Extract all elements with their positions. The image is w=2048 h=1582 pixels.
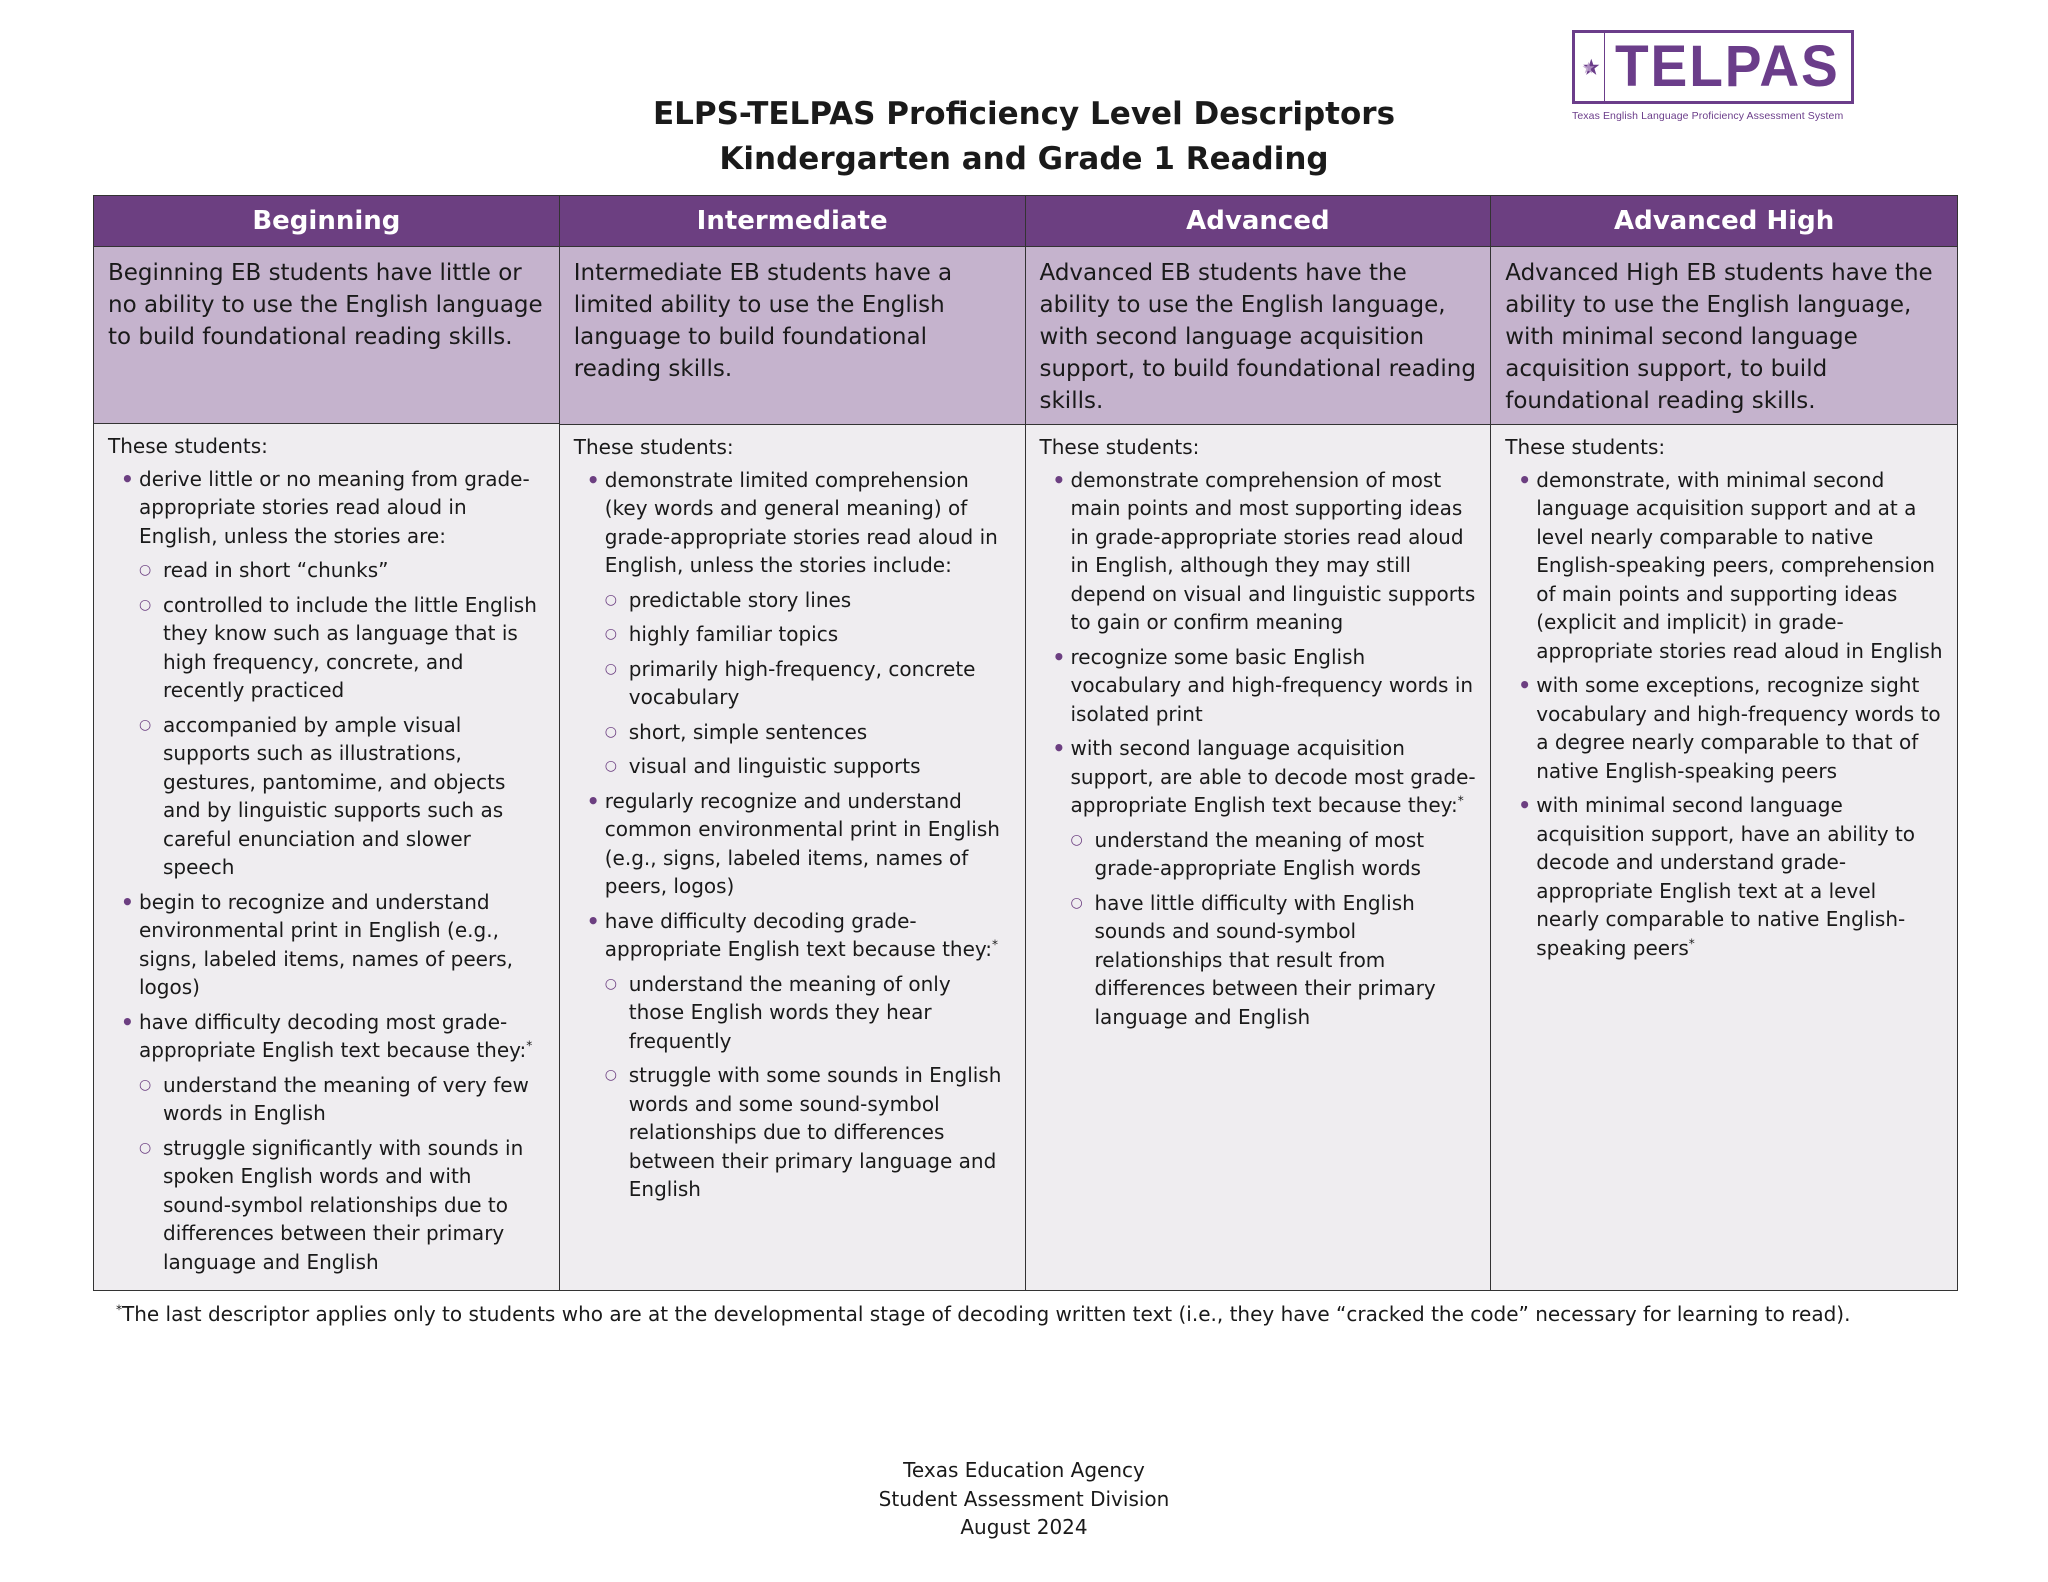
- list-item: [1522, 671, 1943, 785]
- sub-list-item: ○ understand the meaning of most grade-appropriate English words: [1095, 826, 1477, 883]
- sub-list-item: ○ struggle with some sounds in English words and some sound-symbol relationships due to differences between their primary language and English: [629, 1061, 1011, 1204]
- list-item-text: begin to recognize and understand environmental print in English (e.g., signs, labeled items, names of peers, logos): [139, 889, 513, 999]
- list-item-text: demonstrate, with minimal second language acquisition support and at a level nearly comparable to native English-speaking peers, comprehension of main points and supporting ideas (explicit and implicit) in grade-appropriate stories read aloud in English: [1536, 467, 1943, 663]
- level-description: Advanced EB students have the ability to use the English language, with second language acquisition support, to build foundational reading skills.: [1026, 247, 1491, 425]
- footnote-mark: *: [116, 1302, 122, 1317]
- list-intro: These students:: [573, 435, 734, 459]
- list-item: [125, 465, 545, 882]
- logo-wordmark: TELPAS: [1614, 34, 1840, 99]
- bullet-list: [1505, 466, 1943, 963]
- list-item-text: with second language acquisition support, are able to decode most grade-appropriate English text because they:: [1070, 736, 1476, 817]
- column-intermediate: [560, 196, 1026, 1290]
- footnote-text: The last descriptor applies only to students who are at the developmental stage of decoding written text (i.e., they have “cracked the code” necessary for learning to read).: [122, 1302, 1851, 1326]
- column-heading: Beginning: [94, 196, 559, 247]
- sub-list-item: ○ understand the meaning of very few words in English: [163, 1071, 545, 1128]
- page-title: [0, 92, 2048, 182]
- descriptor-list: [1491, 425, 1957, 1290]
- list-item-text: demonstrate comprehension of most main points and most supporting ideas in grade-appropriate stories read aloud in English, although they may still depend on visual and linguistic supports to gain or confirm meaning: [1070, 467, 1476, 634]
- footnote-ref: *: [1688, 935, 1695, 950]
- sub-list: [1071, 826, 1477, 1032]
- sub-list-item: ○ controlled to include the little English they know such as language that is high frequency, concrete, and recently practiced: [163, 591, 545, 705]
- star-icon: [1581, 33, 1600, 101]
- footer-date: August 2024: [960, 1515, 1088, 1539]
- column-beginning: [94, 196, 560, 1290]
- list-item: [125, 888, 545, 1002]
- list-item: [125, 1008, 545, 1277]
- descriptor-list: [94, 424, 559, 1290]
- list-intro: These students:: [1505, 435, 1666, 459]
- list-item-text: derive little or no meaning from grade-appropriate stories read aloud in English, unless the stories are:: [139, 466, 530, 548]
- column-heading: Advanced: [1026, 196, 1491, 247]
- list-item: [591, 466, 1011, 781]
- bullet-list: [574, 466, 1011, 1204]
- sub-list-item: ○ read in short “chunks”: [163, 556, 545, 585]
- sub-list-item: ○ highly familiar topics: [629, 620, 1011, 649]
- level-description: Intermediate EB students have a limited ability to use the English language to build foundational reading skills.: [560, 247, 1025, 425]
- list-item-text: regularly recognize and understand common environmental print in English (e.g., signs, labeled items, names of peers, logos): [604, 788, 1000, 898]
- footnote-ref: *: [526, 1038, 533, 1053]
- level-description: Advanced High EB students have the ability to use the English language, with minimal second language acquisition support, to build foundational reading skills.: [1491, 247, 1957, 425]
- sub-list-item: ○ visual and linguistic supports: [629, 752, 1011, 781]
- sub-list: [605, 970, 1011, 1204]
- column-heading: Advanced High: [1491, 196, 1957, 247]
- footer-division: Student Assessment Division: [878, 1486, 1170, 1511]
- list-item-text: demonstrate limited comprehension (key words and general meaning) of grade-appropriate stories read aloud in English, unless the stories include:: [604, 467, 998, 577]
- bullet-list: [108, 465, 545, 1277]
- list-item-text: with minimal second language acquisition support, have an ability to decode and understand grade-appropriate English text at a level nearly comparable to native English-speaking peers: [1536, 793, 1916, 960]
- list-intro: These students:: [108, 434, 268, 458]
- list-item-text: have difficulty decoding most grade-appropriate English text because they:: [139, 1009, 527, 1062]
- sub-list-item: ○ have little difficulty with English sounds and sound-symbol relationships that result from differences between their primary language and English: [1095, 889, 1477, 1032]
- title-line-1: ELPS-TELPAS Proficiency Level Descriptors: [652, 96, 1396, 132]
- sub-list-item: ○ understand the meaning of only those English words they hear frequently: [629, 970, 1011, 1056]
- column-heading: Intermediate: [560, 196, 1025, 247]
- footnote-ref: *: [1457, 793, 1464, 808]
- sub-list-item: ○ struggle significantly with sounds in spoken English words and with sound-symbol relationships due to differences between their primary language and English: [163, 1134, 545, 1277]
- column-advanced-high: [1491, 196, 1957, 1290]
- level-description: Beginning EB students have little or no ability to use the English language to build foundational reading skills.: [94, 247, 559, 424]
- list-item: [1522, 791, 1943, 962]
- list-item: [1522, 466, 1943, 666]
- list-item-text: recognize some basic English vocabulary and high-frequency words in isolated print: [1070, 644, 1474, 726]
- footnote: [116, 1300, 1850, 1328]
- list-item: [1057, 643, 1477, 729]
- sub-list: [139, 1071, 545, 1277]
- list-intro: These students:: [1039, 435, 1200, 459]
- title-line-2: Kindergarten and Grade 1 Reading: [719, 141, 1329, 177]
- page-footer: [0, 1456, 2048, 1542]
- list-item: [1057, 466, 1477, 637]
- sub-list-item: ○ primarily high-frequency, concrete vocabulary: [629, 655, 1011, 712]
- list-item: [1057, 734, 1477, 1031]
- footer-agency: Texas Education Agency: [903, 1458, 1145, 1482]
- list-item-text: have difficulty decoding grade-appropriate English text because they:: [604, 908, 993, 961]
- list-item-text: with some exceptions, recognize sight vocabulary and high-frequency words to a degree nearly comparable to that of native English-speaking peers: [1536, 673, 1941, 783]
- sub-list-item: ○ predictable story lines: [629, 586, 1011, 615]
- footnote-ref: *: [992, 937, 999, 952]
- sub-list-item: ○ short, simple sentences: [629, 718, 1011, 747]
- sub-list: [605, 586, 1011, 781]
- proficiency-table: [93, 195, 1958, 1291]
- column-advanced: [1026, 196, 1492, 1290]
- list-item: [591, 907, 1011, 1204]
- list-item: [591, 787, 1011, 901]
- descriptor-list: [560, 425, 1025, 1290]
- sub-list-item: ○ accompanied by ample visual supports such as illustrations, gestures, pantomime, and objects and by linguistic supports such as careful enunciation and slower speech: [163, 711, 545, 882]
- sub-list: [139, 556, 545, 882]
- bullet-list: [1040, 466, 1477, 1032]
- logo-tagline: Texas English Language Proficiency Assessment System: [1572, 110, 1844, 122]
- descriptor-list: [1026, 425, 1491, 1290]
